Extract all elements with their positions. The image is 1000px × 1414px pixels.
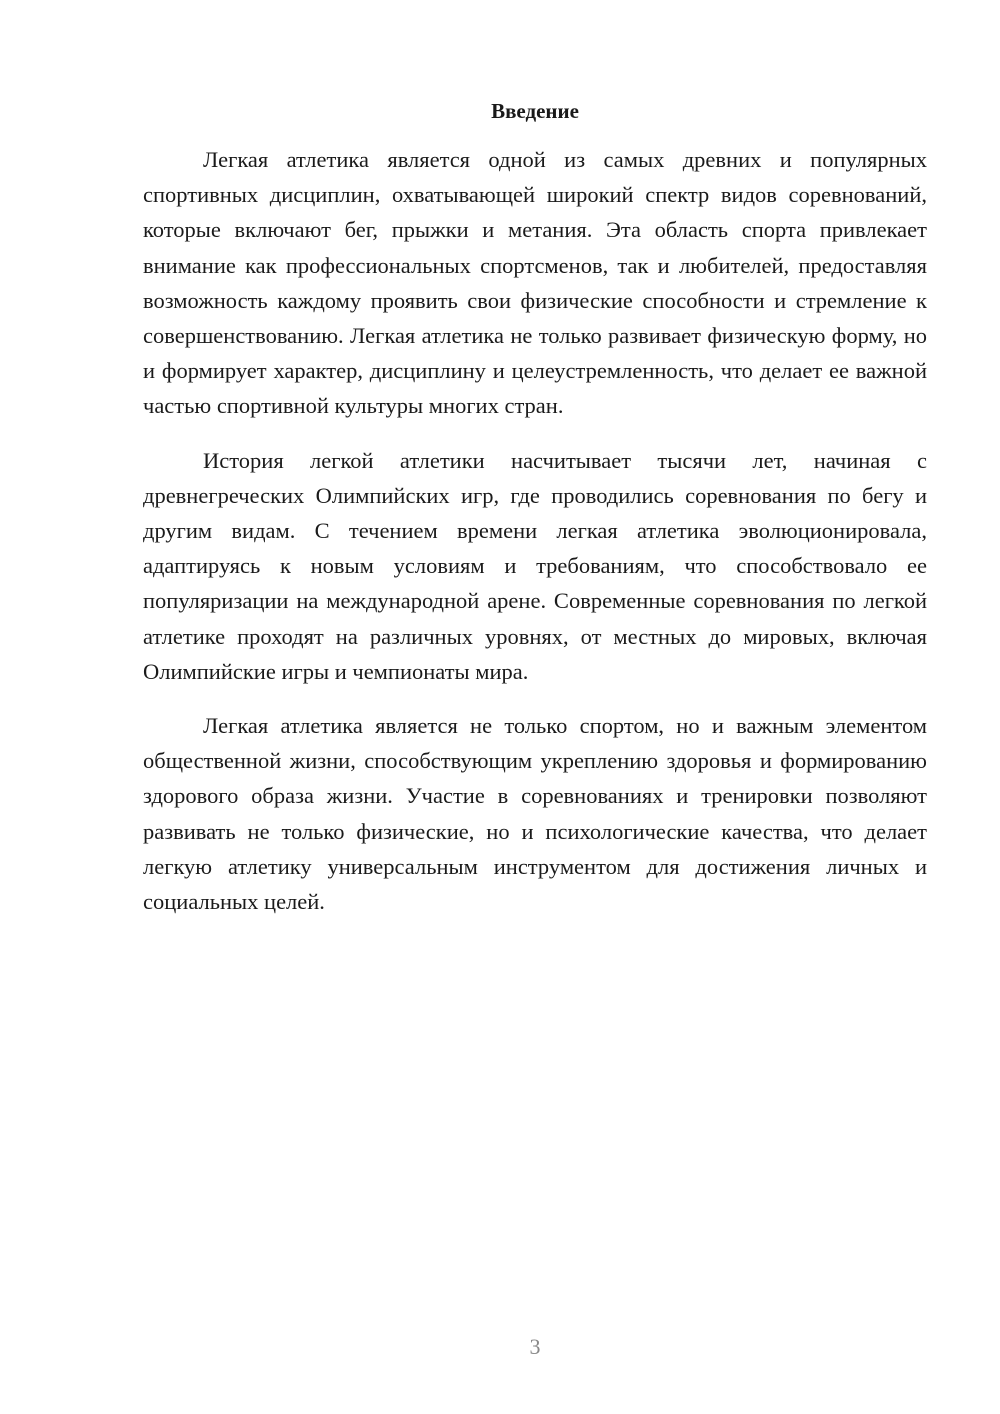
body-text bbox=[143, 142, 927, 938]
section-title: Введение bbox=[491, 99, 579, 123]
paragraph-1: Легкая атлетика является одной из самых древних и популярных спортивных дисциплин, охватывающей широкий спектр видов соревнований, которые включают бег, прыжки и метания. Эта область спорта привлекает внимание как профессиональных спортсменов, так и любителей, предоставляя возможность каждому проявить свои физические способности и стремление к совершенствованию. Легкая атлетика не только развивает физическую форму, но и формирует характер, дисциплину и целеустремленность, что делает ее важной частью спортивной культуры многих стран. bbox=[143, 147, 927, 419]
paragraph-3: Легкая атлетика является не только спортом, но и важным элементом общественной жизни, способствующим укреплению здоровья и формированию здорового образа жизни. Участие в соревнованиях и тренировки позволяют развивать не только физические, но и психологические качества, что делает легкую атлетику универсальным инструментом для достижения личных и социальных целей. bbox=[143, 713, 927, 915]
page-number: 3 bbox=[529, 1334, 541, 1359]
paragraph-2: История легкой атлетики насчитывает тысячи лет, начиная с древнегреческих Олимпийских игр, где проводились соревнования по бегу и другим видам. С течением времени легкая атлетика эволюционировала, адаптируясь к новым условиям и требованиям, что способствовало ее популяризации на международной арене. Современные соревнования по легкой атлетике проходят на различных уровнях, от местных до мировых, включая Олимпийские игры и чемпионаты мира. bbox=[143, 447, 927, 684]
